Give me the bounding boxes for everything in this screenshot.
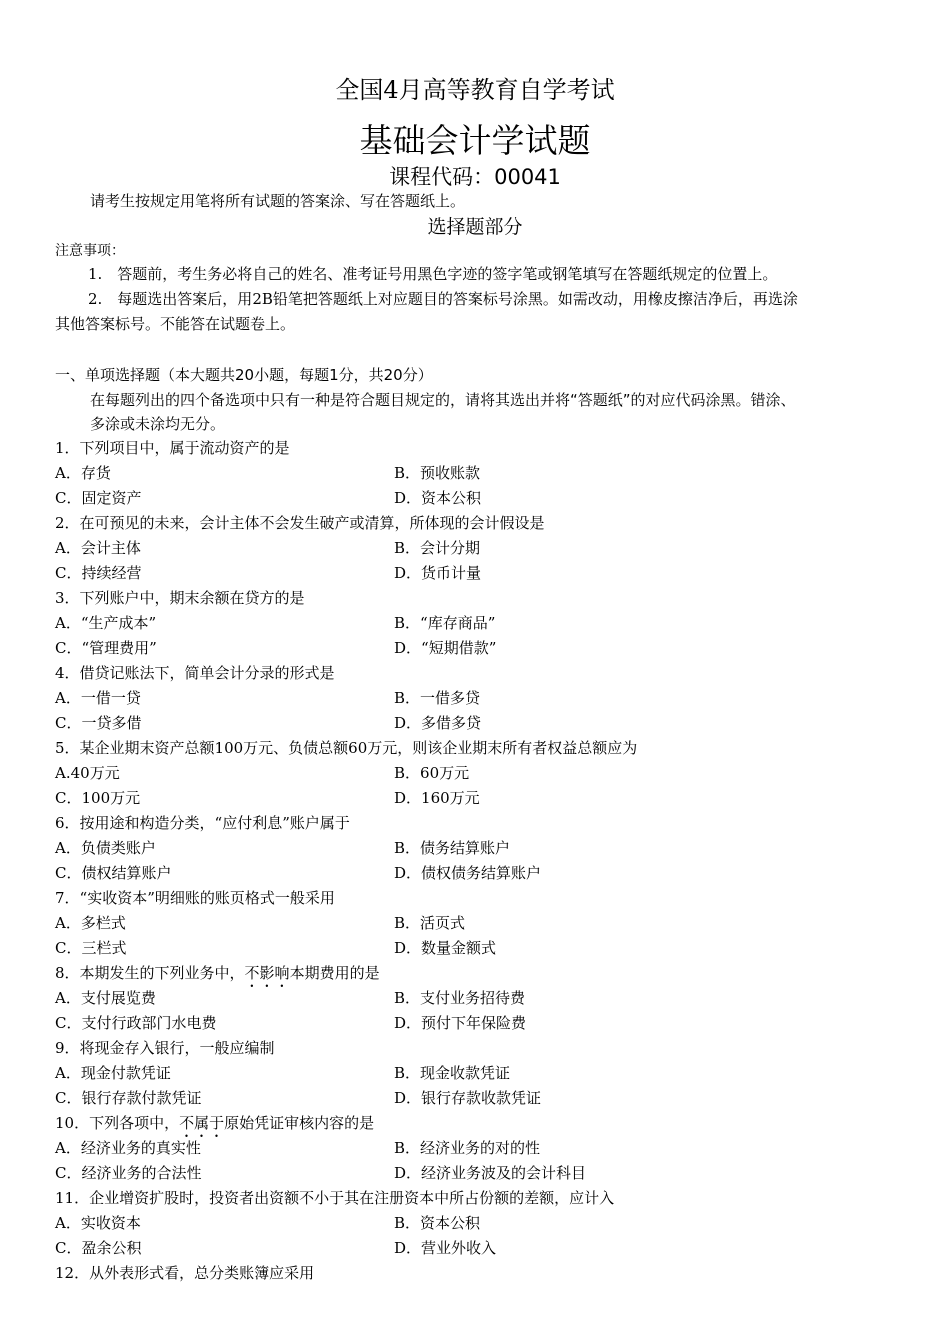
question-stem: 2．在可预见的未来，会计主体不会发生破产或清算，所体现的会计假设是: [55, 514, 545, 532]
answer-option: A．会计主体: [55, 539, 141, 557]
answer-instruction: 请考生按规定用笔将所有试题的答案涂、写在答题纸上。: [90, 192, 466, 210]
answer-option: B．“库存商品”: [394, 614, 496, 632]
question-item: [0, 1186, 950, 1261]
answer-option: D．银行存款收款凭证: [394, 1089, 542, 1107]
option-row: [0, 461, 950, 486]
answer-option: A．实收资本: [55, 1214, 141, 1232]
stem-text: 8．本期发生的下列业务中，: [55, 964, 245, 982]
question-stem: 5．某企业期末资产总额100万元、负债总额60万元，则该企业期末所有者权益总额应为: [55, 739, 638, 757]
question-stem: 4．借贷记账法下，简单会计分录的形式是: [55, 664, 335, 682]
question-item: [0, 1036, 950, 1111]
answer-option: D．“短期借款”: [394, 639, 497, 657]
question-item: [0, 586, 950, 661]
question-item: [0, 511, 950, 586]
answer-option: B．资本公积: [394, 1214, 481, 1232]
option-row: [0, 911, 950, 936]
answer-option: D．营业外收入: [394, 1239, 497, 1257]
question-item: [0, 736, 950, 811]
answer-option: C．持续经营: [55, 564, 142, 582]
answer-option: B．现金收款凭证: [394, 1064, 511, 1082]
answer-option: A．存货: [55, 464, 111, 482]
exam-title: 全国4月高等教育自学考试: [335, 76, 615, 104]
note-item-2: 2. 每题选出答案后，用2B铅笔把答题纸上对应题目的答案标号涂黑。如需改动，用橡皮擦洁净后，再选涂: [88, 290, 798, 308]
option-row: [0, 1086, 950, 1111]
question-stem: 6．按用途和构造分类，“应付利息”账户属于: [55, 814, 350, 832]
answer-option: C．三栏式: [55, 939, 127, 957]
question-stem: 11．企业增资扩股时，投资者出资额不小于其在注册资本中所占份额的差额，应计入: [55, 1189, 615, 1207]
answer-option: C．一贷多借: [55, 714, 142, 732]
question-item: [0, 1111, 950, 1186]
question-stem: [0, 961, 950, 986]
option-row: [0, 836, 950, 861]
answer-option: B．预收账款: [394, 464, 481, 482]
note-item-2-continued: 其他答案标号。不能答在试题卷上。: [55, 315, 296, 333]
question-stem: 1．下列项目中，属于流动资产的是: [55, 439, 290, 457]
answer-option: C．经济业务的合法性: [55, 1164, 202, 1182]
stem-emphasis: 不属于: [179, 1114, 225, 1132]
option-row: [0, 686, 950, 711]
question-item: [0, 961, 950, 1036]
answer-option: C．债权结算账户: [55, 864, 172, 882]
question-item: [0, 1261, 950, 1286]
answer-option: D．预付下年保险费: [394, 1014, 527, 1032]
answer-option: B．一借多贷: [394, 689, 481, 707]
option-row: [0, 611, 950, 636]
stem-emphasis: 不影响: [244, 964, 290, 982]
answer-option: C．100万元: [55, 789, 141, 807]
answer-option: A．负债类账户: [55, 839, 156, 857]
option-row: [0, 936, 950, 961]
answer-option: B．支付业务招待费: [394, 989, 526, 1007]
answer-option: B．活页式: [394, 914, 466, 932]
part-heading: 一、单项选择题（本大题共20小题，每题1分，共20分）: [55, 366, 433, 384]
answer-option: B．会计分期: [394, 539, 481, 557]
answer-option: A．支付展览费: [55, 989, 156, 1007]
option-row: [0, 1161, 950, 1186]
answer-option: D．经济业务波及的会计科目: [394, 1164, 587, 1182]
option-row: [0, 761, 950, 786]
option-row: [0, 1061, 950, 1086]
answer-option: D．数量金额式: [394, 939, 497, 957]
answer-option: C．“管理费用”: [55, 639, 157, 657]
answer-option: D．多借多贷: [394, 714, 482, 732]
stem-text: 原始凭证审核内容的是: [224, 1114, 375, 1132]
question-stem: 7．“实收资本”明细账的账页格式一般采用: [55, 889, 335, 907]
option-row: [0, 1236, 950, 1261]
question-item: [0, 661, 950, 736]
answer-option: A．多栏式: [55, 914, 126, 932]
answer-option: A．一借一贷: [55, 689, 141, 707]
question-stem: 9．将现金存入银行，一般应编制: [55, 1039, 275, 1057]
option-row: [0, 786, 950, 811]
answer-option: C．支付行政部门水电费: [55, 1014, 217, 1032]
answer-option: D．160万元: [394, 789, 480, 807]
subject-title: 基础会计学试题: [359, 121, 591, 160]
part-description: 在每题列出的四个备选项中只有一种是符合题目规定的，请将其选出并将“答题纸”的对应代码涂黑。错涂、: [90, 391, 796, 409]
notes-heading: 注意事项：: [55, 243, 125, 259]
answer-option: C．银行存款付款凭证: [55, 1089, 202, 1107]
answer-option: C．盈余公积: [55, 1239, 142, 1257]
option-row: [0, 636, 950, 661]
answer-option: A.40万元: [55, 764, 120, 782]
option-row: [0, 486, 950, 511]
answer-option: A．“生产成本”: [55, 614, 157, 632]
option-row: [0, 711, 950, 736]
question-item: [0, 436, 950, 511]
answer-option: C．固定资产: [55, 489, 142, 507]
question-stem: 12．从外表形式看，总分类账簿应采用: [55, 1264, 315, 1282]
part-description-continued: 多涂或未涂均无分。: [90, 415, 226, 433]
option-row: [0, 1011, 950, 1036]
stem-text: 本期费用的是: [289, 964, 380, 982]
course-code: 课程代码：00041: [389, 165, 561, 189]
question-stem: [0, 1111, 950, 1136]
answer-option: A．现金付款凭证: [55, 1064, 171, 1082]
option-row: [0, 561, 950, 586]
question-stem: 3．下列账户中，期末余额在贷方的是: [55, 589, 305, 607]
answer-option: B．60万元: [394, 764, 470, 782]
question-list: [0, 436, 950, 1286]
option-row: [0, 986, 950, 1011]
option-row: [0, 536, 950, 561]
option-row: [0, 1136, 950, 1161]
option-row: [0, 1211, 950, 1236]
answer-option: B．债务结算账户: [394, 839, 511, 857]
note-item-1: 1. 答题前，考生务必将自己的姓名、准考证号用黑色字迹的签字笔或钢笔填写在答题纸规定的位置上。: [88, 265, 778, 283]
answer-option: D．货币计量: [394, 564, 482, 582]
option-row: [0, 861, 950, 886]
question-item: [0, 811, 950, 886]
answer-option: D．债权债务结算账户: [394, 864, 542, 882]
answer-option: D．资本公积: [394, 489, 482, 507]
section-title: 选择题部分: [427, 216, 523, 238]
answer-option: B．经济业务的对的性: [394, 1139, 541, 1157]
stem-text: 10．下列各项中，: [55, 1114, 180, 1132]
answer-option: A．经济业务的真实性: [55, 1139, 201, 1157]
question-item: [0, 886, 950, 961]
